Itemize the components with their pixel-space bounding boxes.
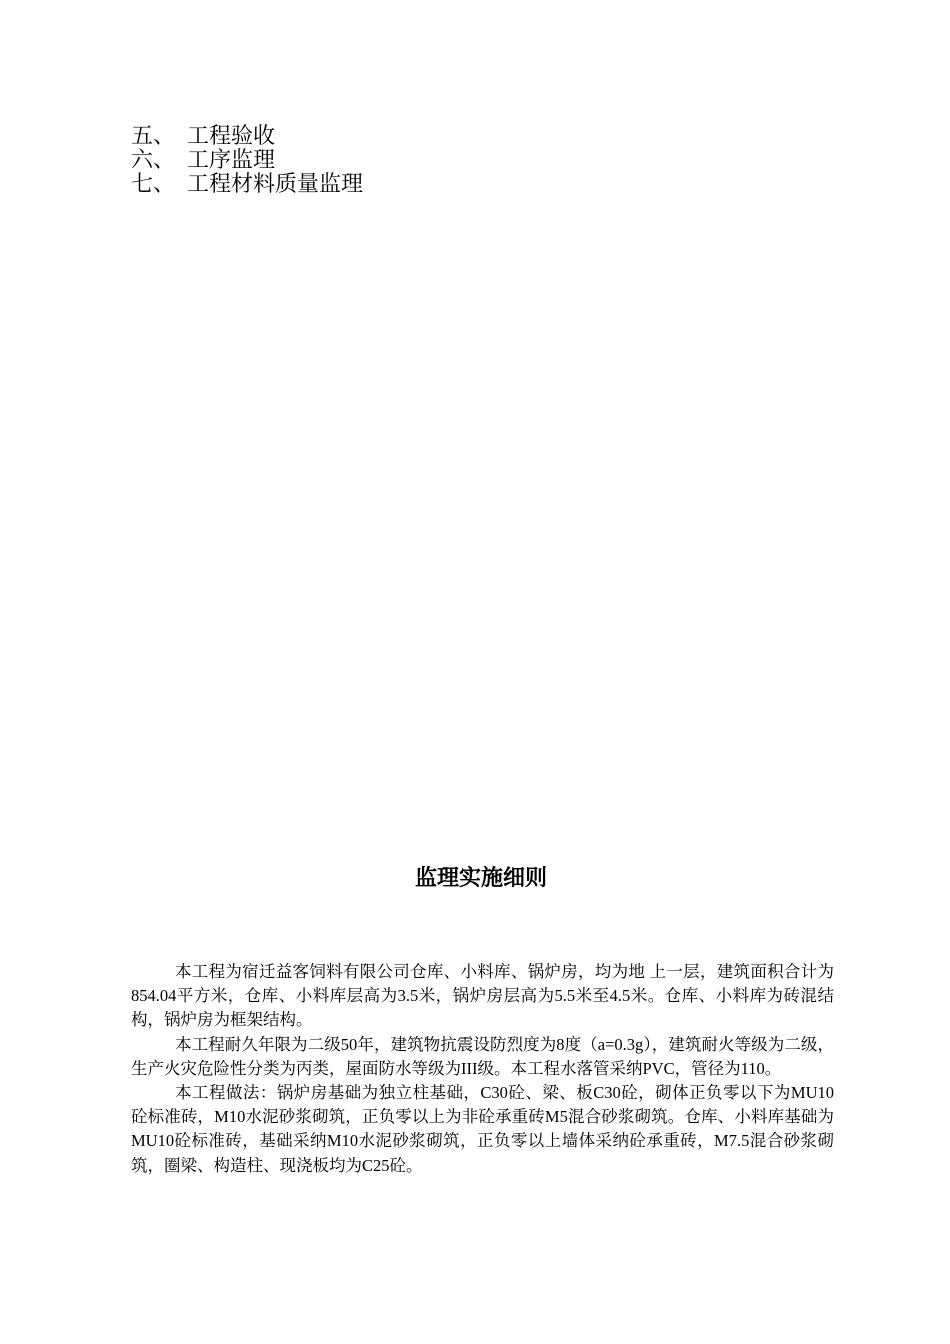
paragraph-2: 本工程耐久年限为二级50年，建筑物抗震设防烈度为8度（a=0.3g），建筑耐火等级为二级，生产火灾危险性分类为丙类，屋面防水等级为III级。本工程水落管采纳PVC，管径为110。: [131, 1034, 834, 1078]
toc-number: 六、: [131, 147, 176, 172]
toc-number: 五、: [131, 123, 176, 148]
toc-item-7: [131, 172, 631, 196]
paragraph-1: 本工程为宿迁益客饲料有限公司仓库、小料库、锅炉房，均为地 上一层，建筑面积合计为854.04平方米，仓库、小料库层高为3.5米，锅炉房层高为5.5米至4.5米。仓库、小料库为砖混结构，锅炉房为框架结构。: [131, 962, 834, 1030]
toc-number: 七、: [131, 171, 176, 196]
toc-item-6: [131, 148, 631, 172]
toc-item-5: [131, 124, 631, 148]
document-body: [131, 960, 834, 1178]
table-of-contents: [131, 124, 631, 196]
paragraph-3: 本工程做法：锅炉房基础为独立柱基础，C30砼、梁、板C30砼，砌体正负零以下为MU10砼标准砖，M10水泥砂浆砌筑，正负零以上为非砼承重砖M5混合砂浆砌筑。仓库、小料库基础为MU10砼标准砖，基础采纳M10水泥砂浆砌筑，正负零以上墙体采纳砼承重砖，M7.5混合砂浆砌筑，圈梁、构造柱、现浇板均为C25砼。: [131, 1083, 834, 1175]
toc-label: 工程材料质量监理: [187, 171, 364, 196]
toc-label: 工序监理: [187, 147, 276, 172]
document-title: 监理实施细则: [414, 866, 547, 891]
toc-label: 工程验收: [187, 123, 276, 148]
